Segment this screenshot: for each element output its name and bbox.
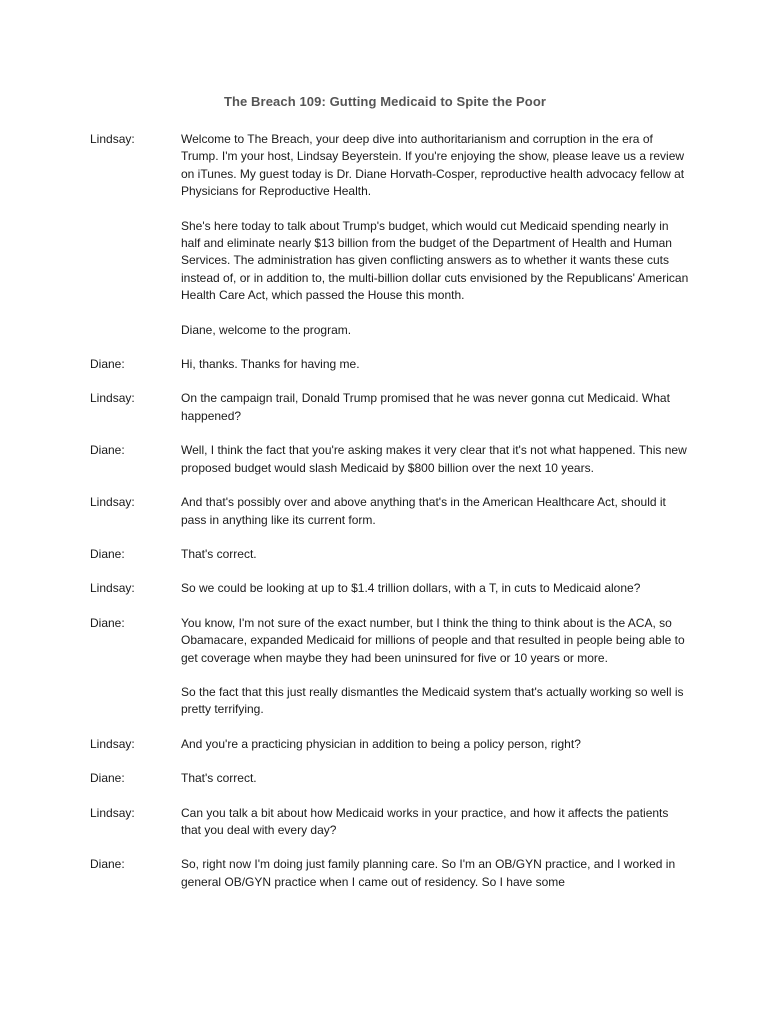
dialogue-paragraph: Can you talk a bit about how Medicaid works in your practice, and how it affects the patients that you deal with every day? — [181, 805, 669, 837]
turn-text — [181, 736, 690, 753]
transcript-turn — [90, 131, 690, 339]
turn-text — [181, 615, 690, 719]
transcript-turn — [90, 390, 690, 425]
document-title: The Breach 109: Gutting Medicaid to Spite the Poor — [223, 94, 547, 109]
speaker-label: Diane: — [90, 443, 125, 458]
speaker-label: Diane: — [90, 615, 125, 630]
dialogue-paragraph: That's correct. — [181, 771, 257, 786]
dialogue-paragraph: Diane, welcome to the program. — [181, 322, 352, 337]
dialogue-paragraph: On the campaign trail, Donald Trump promised that he was never gonna cut Medicaid. What happened? — [181, 391, 670, 423]
dialogue-paragraph: So, right now I'm doing just family planning care. So I'm an OB/GYN practice, and I worked in general OB/GYN practice when I came out of residency. So I have some — [181, 857, 676, 889]
transcript-turn — [90, 770, 690, 787]
speaker-label: Diane: — [90, 546, 125, 561]
speaker-label: Lindsay: — [90, 581, 135, 596]
speaker-label: Lindsay: — [90, 495, 135, 510]
turn-text — [181, 442, 690, 477]
turn-text — [181, 580, 690, 597]
transcript-turn — [90, 356, 690, 373]
transcript-turn — [90, 442, 690, 477]
turn-text — [181, 770, 690, 787]
turn-text — [181, 546, 690, 563]
transcript-turn — [90, 615, 690, 719]
dialogue-paragraph: And you're a practicing physician in addition to being a policy person, right? — [181, 736, 581, 751]
speaker-label: Diane: — [90, 857, 125, 872]
dialogue-paragraph: That's correct. — [181, 546, 257, 561]
speaker-label: Lindsay: — [90, 391, 135, 406]
dialogue-paragraph: You know, I'm not sure of the exact number, but I think the thing to think about is the ACA, so Obamacare, expanded Medicaid for millions of people and that resulted in people being able to get coverage when maybe they had been uninsured for five or 10 years or more. — [181, 615, 685, 665]
turn-text — [181, 494, 690, 529]
transcript-turn — [90, 546, 690, 563]
dialogue-paragraph: Well, I think the fact that you're asking makes it very clear that it's not what happened. This new proposed budget would slash Medicaid by $800 billion over the next 10 years. — [181, 443, 687, 475]
dialogue-paragraph: And that's possibly over and above anything that's in the American Healthcare Act, should it pass in anything like its current form. — [181, 495, 666, 527]
turn-text — [181, 131, 690, 339]
dialogue-paragraph: So we could be looking at up to $1.4 trillion dollars, with a T, in cuts to Medicaid alone? — [181, 581, 641, 596]
speaker-label: Lindsay: — [90, 132, 135, 146]
speaker-label: Lindsay: — [90, 736, 135, 751]
dialogue-paragraph: So the fact that this just really dismantles the Medicaid system that's actually working so well is pretty terrifying. — [181, 684, 684, 717]
transcript — [90, 131, 690, 908]
dialogue-paragraph: Hi, thanks. Thanks for having me. — [181, 357, 360, 372]
dialogue-paragraph: Welcome to The Breach, your deep dive into authoritarianism and corruption in the era of Trump. I'm your host, Lindsay Beyerstein. If you're enjoying the show, please leave us a review on iTunes. My guest today is Dr. Diane Horvath-Cosper, reproductive health advocacy fellow at Physicians for Reproductive Health. — [181, 132, 685, 199]
speaker-label: Lindsay: — [90, 805, 135, 820]
dialogue-paragraph: She's here today to talk about Trump's budget, which would cut Medicaid spending nearly in half and eliminate nearly $13 billion from the budget of the Department of Health and Human Services. The administration has given conflicting answers as to whether it wants these cuts instead of, or in addition to, the multi-billion dollar cuts envisioned by the Republicans' American Health Care Act, which passed the House this month. — [181, 218, 689, 303]
speaker-label: Diane: — [90, 771, 125, 786]
speaker-label: Diane: — [90, 357, 125, 372]
transcript-turn — [90, 580, 690, 597]
turn-text — [181, 856, 690, 891]
transcript-turn — [90, 856, 690, 891]
turn-text — [181, 356, 690, 373]
turn-text — [181, 805, 690, 840]
transcript-turn — [90, 736, 690, 753]
transcript-turn — [90, 805, 690, 840]
turn-text — [181, 390, 690, 425]
transcript-turn — [90, 494, 690, 529]
